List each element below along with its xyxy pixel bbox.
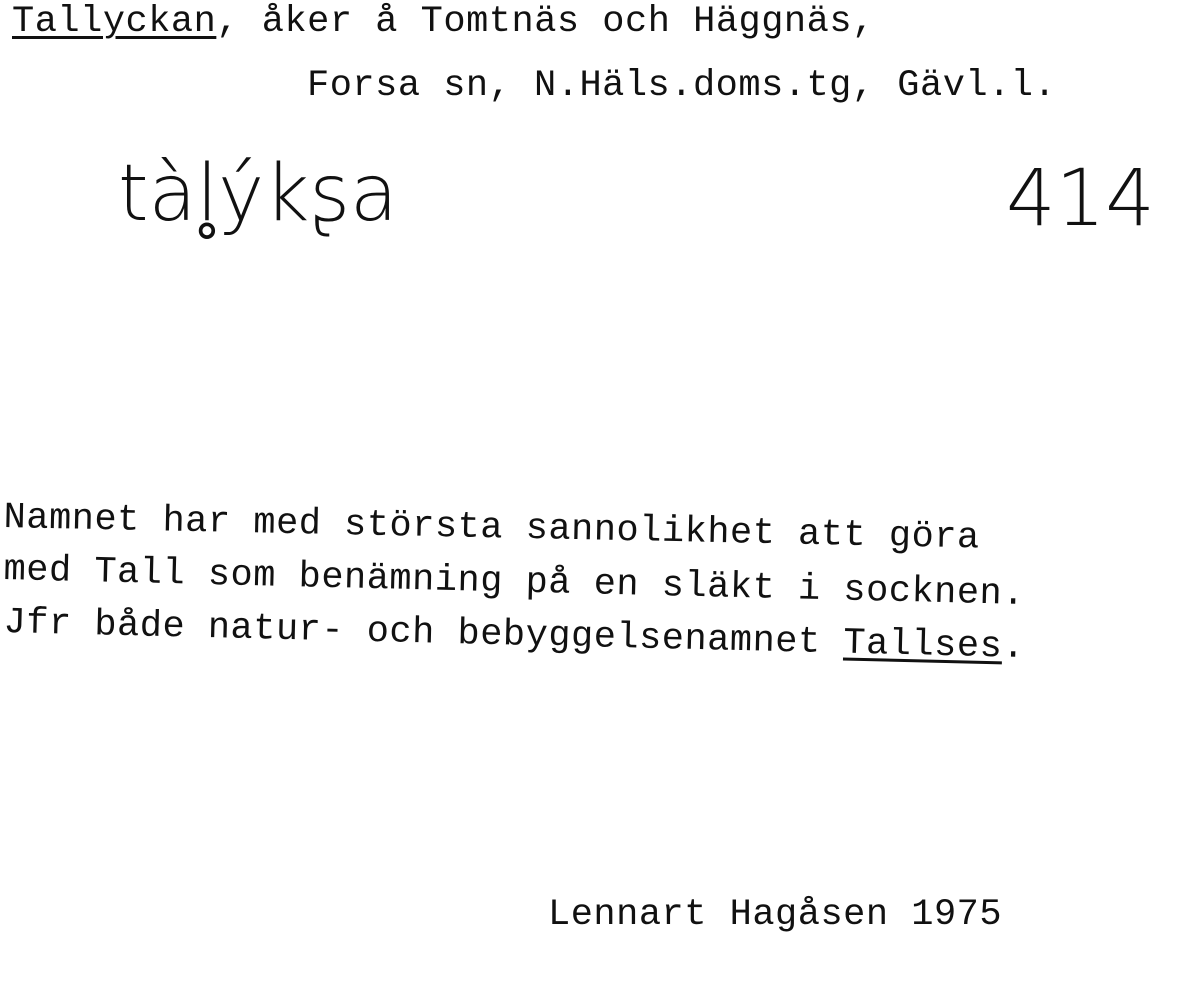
- note-line-2: med Tall som benämning på en släkt i socknen.: [3, 549, 1026, 616]
- record-header-line-1: [12, 1, 875, 43]
- card-number: 414: [1006, 154, 1155, 244]
- signature: Lennart Hagåsen 1975: [548, 894, 1003, 936]
- note-line-3-text: Jfr både natur- och bebyggelsenamnet: [3, 602, 844, 665]
- note-line-1: Namnet har med största sannolikhet att göra: [3, 497, 981, 560]
- record-header-line-2: Forsa sn, N.Häls.doms.tg, Gävl.l.: [307, 65, 1057, 107]
- phonetic-transcription: tàl̥ýkʂa: [118, 149, 398, 239]
- place-description: , åker å Tomtnäs och Häggnäs,: [216, 1, 875, 43]
- place-name: Tallyckan: [12, 1, 217, 43]
- note-line-3: [3, 602, 1026, 669]
- note-line-3-period: .: [1001, 626, 1026, 669]
- reference-name: Tallses: [842, 622, 1003, 669]
